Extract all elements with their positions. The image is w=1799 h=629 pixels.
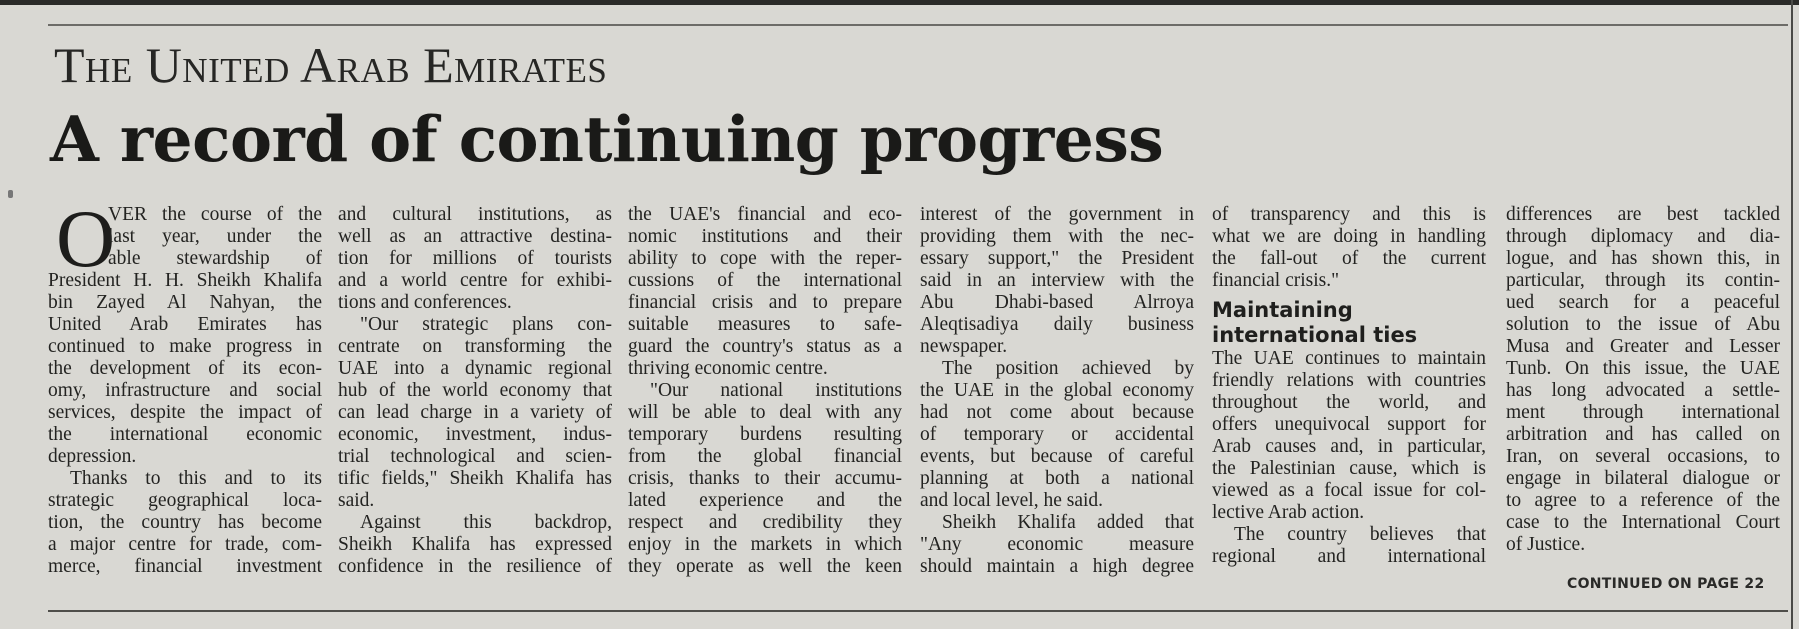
column-line: bin Zayed Al Nahyan, the xyxy=(48,292,322,313)
column-line: particular, through its contin- xyxy=(1506,270,1780,291)
column-line: the UAE in the global economy xyxy=(920,380,1194,401)
subheading: international ties xyxy=(1212,323,1418,347)
column-line: providing them with the nec- xyxy=(920,226,1194,247)
column-line: thriving economic centre. xyxy=(628,358,828,379)
column-line: guard the country's status as a xyxy=(628,336,902,357)
column-line: services, despite the impact of xyxy=(48,402,322,423)
column-line: and a world centre for exhibi- xyxy=(338,270,612,291)
column-line: "Any economic measure xyxy=(920,534,1194,555)
column-line: interest of the government in xyxy=(920,204,1194,225)
column-line: crisis, thanks to their accumu- xyxy=(628,468,902,489)
column-line: "Our national institutions xyxy=(650,380,902,401)
column-line: tion for millions of tourists xyxy=(338,248,612,269)
column-5 xyxy=(1212,204,1486,568)
column-line: financial crisis." xyxy=(1212,270,1340,291)
drop-cap: O xyxy=(56,193,116,284)
column-line: and local level, he said. xyxy=(920,490,1104,511)
column-line: cussions of the international xyxy=(628,270,902,291)
column-line: the international economic xyxy=(48,424,322,445)
column-line: enjoy in the markets in which xyxy=(628,534,902,555)
column-line: strategic geographical loca- xyxy=(48,490,322,511)
continued-on-page-link: CONTINUED ON PAGE 22 xyxy=(1567,576,1765,592)
column-line: the Palestinian cause, which is xyxy=(1212,458,1486,479)
column-line: the fall-out of the current xyxy=(1212,248,1486,269)
column-line: through diplomacy and dia- xyxy=(1506,226,1780,247)
column-6 xyxy=(1506,204,1780,556)
column-line: case to the International Court xyxy=(1506,512,1780,533)
column-line: will be able to deal with any xyxy=(628,402,902,423)
column-1 xyxy=(48,193,322,578)
column-line: from the global financial xyxy=(628,446,902,467)
column-line: omy, infrastructure and social xyxy=(48,380,322,401)
column-line: tion, the country has become xyxy=(48,512,322,533)
headline: A record of continuing progress xyxy=(50,102,1164,176)
column-line: arbitration and has called on xyxy=(1506,424,1780,445)
top-rule xyxy=(0,0,1799,5)
subheading: Maintaining xyxy=(1212,298,1353,322)
column-line: Iran, on several occasions, to xyxy=(1506,446,1780,467)
column-line: a major centre for trade, com- xyxy=(48,534,322,555)
column-line: The position achieved by xyxy=(942,358,1194,379)
margin-mark xyxy=(8,190,13,198)
column-line: UAE into a dynamic regional xyxy=(338,358,612,379)
column-line: financial crisis and to prepare xyxy=(628,292,902,313)
right-rule xyxy=(1791,0,1793,629)
column-2 xyxy=(338,204,612,578)
column-line: said in an interview with the xyxy=(920,270,1194,291)
section-kicker: The United Arab Emirates xyxy=(54,37,608,93)
column-line: said. xyxy=(338,490,375,511)
column-line: tific fields," Sheikh Khalifa has xyxy=(338,468,612,489)
column-line: Thanks to this and to its xyxy=(70,468,322,489)
column-line: friendly relations with countries xyxy=(1212,370,1486,391)
column-line: of Justice. xyxy=(1506,534,1586,555)
header-rule xyxy=(48,24,1788,26)
column-line: The country believes that xyxy=(1234,524,1486,545)
column-line: events, but because of careful xyxy=(920,446,1194,467)
column-line: Tunb. On this issue, the UAE xyxy=(1506,358,1780,379)
column-line: has long advocated a settle- xyxy=(1506,380,1780,401)
column-line: VER the course of the xyxy=(108,204,322,225)
column-line: United Arab Emirates has xyxy=(48,314,322,335)
column-line: newspaper. xyxy=(920,336,1008,357)
column-line: well as an attractive destina- xyxy=(338,226,612,247)
column-line: ability to cope with the reper- xyxy=(628,248,902,269)
column-line: Against this backdrop, xyxy=(360,512,612,533)
column-line: Aleqtisadiya daily business xyxy=(920,314,1194,335)
column-line: and cultural institutions, as xyxy=(338,204,612,225)
column-line: Sheikh Khalifa has expressed xyxy=(338,534,612,555)
column-line: the development of its econ- xyxy=(48,358,322,379)
column-line: nomic institutions and their xyxy=(628,226,902,247)
column-line: logue, and has shown this, in xyxy=(1506,248,1780,269)
column-line: they operate as well the keen xyxy=(628,556,902,577)
column-line: of transparency and this is xyxy=(1212,204,1486,225)
column-line: planning at both a national xyxy=(920,468,1194,489)
column-line: last year, under the xyxy=(108,226,322,247)
column-line: tions and conferences. xyxy=(338,292,512,313)
column-line: should maintain a high degree xyxy=(920,556,1194,577)
column-line: the UAE's financial and eco- xyxy=(628,204,902,225)
column-line: lective Arab action. xyxy=(1212,502,1365,523)
column-line: confidence in the resilience of xyxy=(338,556,612,577)
column-4 xyxy=(920,204,1194,578)
column-line: President H. H. Sheikh Khalifa xyxy=(48,270,322,291)
column-line: what we are doing in handling xyxy=(1212,226,1486,247)
column-line: of temporary or accidental xyxy=(920,424,1194,445)
column-line: trial technological and scien- xyxy=(338,446,612,467)
column-line: hub of the world economy that xyxy=(338,380,612,401)
column-line: lated experience and the xyxy=(628,490,902,511)
column-line: economic, investment, indus- xyxy=(338,424,612,445)
column-line: engage in bilateral dialogue or xyxy=(1506,468,1780,489)
column-line: centrate on transforming the xyxy=(338,336,612,357)
column-line: The UAE continues to maintain xyxy=(1212,348,1486,369)
column-line: continued to make progress in xyxy=(48,336,322,357)
column-line: ued search for a peaceful xyxy=(1506,292,1780,313)
column-line: offers unequivocal support for xyxy=(1212,414,1486,435)
column-line: Abu Dhabi-based Alrroya xyxy=(920,292,1194,313)
column-line: suitable measures to safe- xyxy=(628,314,902,335)
column-line: "Our strategic plans con- xyxy=(360,314,612,335)
column-line: Musa and Greater and Lesser xyxy=(1506,336,1780,357)
column-line: temporary burdens resulting xyxy=(628,424,902,445)
column-line: essary support," the President xyxy=(920,248,1194,269)
column-line: respect and credibility they xyxy=(628,512,902,533)
column-line: can lead charge in a variety of xyxy=(338,402,612,423)
bottom-rule xyxy=(48,610,1788,612)
column-line: regional and international xyxy=(1212,546,1486,567)
column-line: ment through international xyxy=(1506,402,1780,423)
column-line: throughout the world, and xyxy=(1212,392,1486,413)
column-line: able stewardship of xyxy=(108,248,322,269)
column-line: solution to the issue of Abu xyxy=(1506,314,1780,335)
column-line: viewed as a focal issue for col- xyxy=(1212,480,1486,501)
column-line: Sheikh Khalifa added that xyxy=(942,512,1194,533)
column-line: Arab causes and, in particular, xyxy=(1212,436,1486,457)
column-line: to agree to a reference of the xyxy=(1506,490,1780,511)
column-line: depression. xyxy=(48,446,137,467)
column-line: had not come about because xyxy=(920,402,1194,423)
column-3 xyxy=(628,204,902,578)
column-line: differences are best tackled xyxy=(1506,204,1780,225)
column-line: merce, financial investment xyxy=(48,556,322,577)
